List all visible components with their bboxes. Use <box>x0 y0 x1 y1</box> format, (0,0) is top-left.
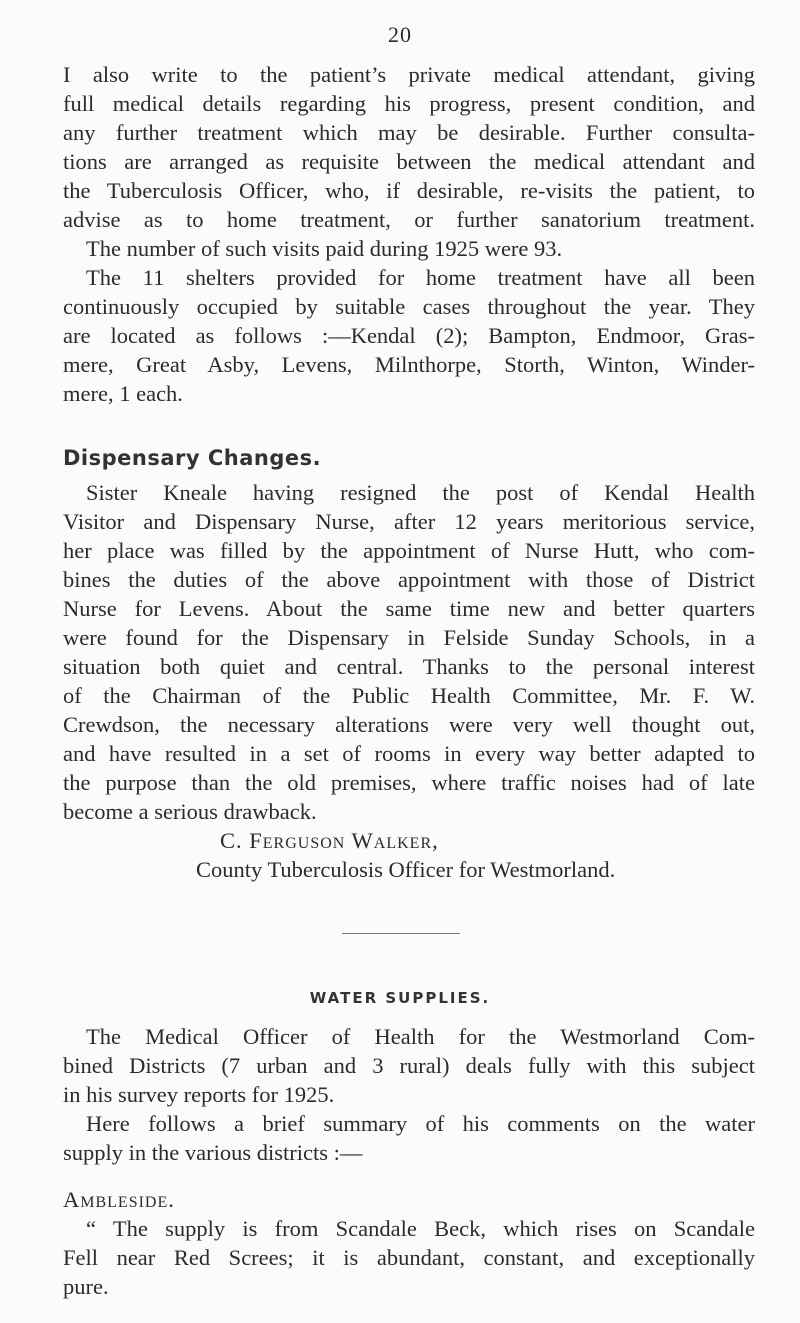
text-line: Fell near Red Screes; it is abundant, constant, and exceptionally <box>63 1245 755 1270</box>
text-line: are located as follows :—Kendal (2); Bampton, Endmoor, Gras- <box>63 323 755 348</box>
text-line: were found for the Dispensary in Felside Sunday Schools, in a <box>63 625 755 650</box>
text-line: and have resulted in a set of rooms in every way better adapted to <box>63 741 755 766</box>
text-line: tions are arranged as requisite between the medical attendant and <box>63 149 755 174</box>
signature-name: C. Ferguson Walker, <box>220 828 439 853</box>
text-line: her place was filled by the appointment of Nurse Hutt, who com- <box>63 538 755 563</box>
text-line: any further treatment which may be desirable. Further consulta- <box>63 120 755 145</box>
text-line: mere, 1 each. <box>63 381 183 406</box>
section-title: WATER SUPPLIES. <box>309 989 491 1007</box>
text-line: mere, Great Asby, Levens, Milnthorpe, Storth, Winton, Winder- <box>63 352 755 377</box>
text-line: I also write to the patient’s private medical attendant, giving <box>63 62 755 87</box>
text-line: bines the duties of the above appointment with those of District <box>63 567 755 592</box>
text-line: The 11 shelters provided for home treatment have all been <box>86 265 755 290</box>
text-line: supply in the various districts :— <box>63 1140 363 1165</box>
text-line: bined Districts (7 urban and 3 rural) deals fully with this subject <box>63 1053 755 1078</box>
text-line: “ The supply is from Scandale Beck, which rises on Scandale <box>86 1216 755 1241</box>
text-line: pure. <box>63 1274 109 1299</box>
text-line: Sister Kneale having resigned the post of Kendal Health <box>86 480 755 505</box>
text-line: the Tuberculosis Officer, who, if desirable, re-visits the patient, to <box>63 178 755 203</box>
text-line: The Medical Officer of Health for the Westmorland Com- <box>86 1024 755 1049</box>
subheading-ambleside: Ambleside. <box>63 1187 175 1212</box>
text-line: Visitor and Dispensary Nurse, after 12 years meritorious service, <box>63 509 755 534</box>
signature-title: County Tuberculosis Officer for Westmorland. <box>196 857 616 882</box>
text-line: continuously occupied by suitable cases throughout the year. They <box>63 294 755 319</box>
text-line: advise as to home treatment, or further sanatorium treatment. <box>63 207 755 232</box>
text-line: situation both quiet and central. Thanks to the personal interest <box>63 654 755 679</box>
text-line: the purpose than the old premises, where traffic noises had of late <box>63 770 755 795</box>
text-line: Here follows a brief summary of his comments on the water <box>86 1111 755 1136</box>
text-line: Nurse for Levens. About the same time new and better quarters <box>63 596 755 621</box>
text-line: The number of such visits paid during 1925 were 93. <box>86 236 563 261</box>
text-line: full medical details regarding his progress, present condition, and <box>63 91 755 116</box>
page-number: 20 <box>388 22 412 47</box>
text-line: in his survey reports for 1925. <box>63 1082 335 1107</box>
section-divider <box>342 933 460 934</box>
text-line: Crewdson, the necessary alterations were very well thought out, <box>63 712 755 737</box>
text-line: become a serious drawback. <box>63 799 317 824</box>
text-line: of the Chairman of the Public Health Committee, Mr. F. W. <box>63 683 755 708</box>
section-heading: Dispensary Changes. <box>63 446 322 470</box>
